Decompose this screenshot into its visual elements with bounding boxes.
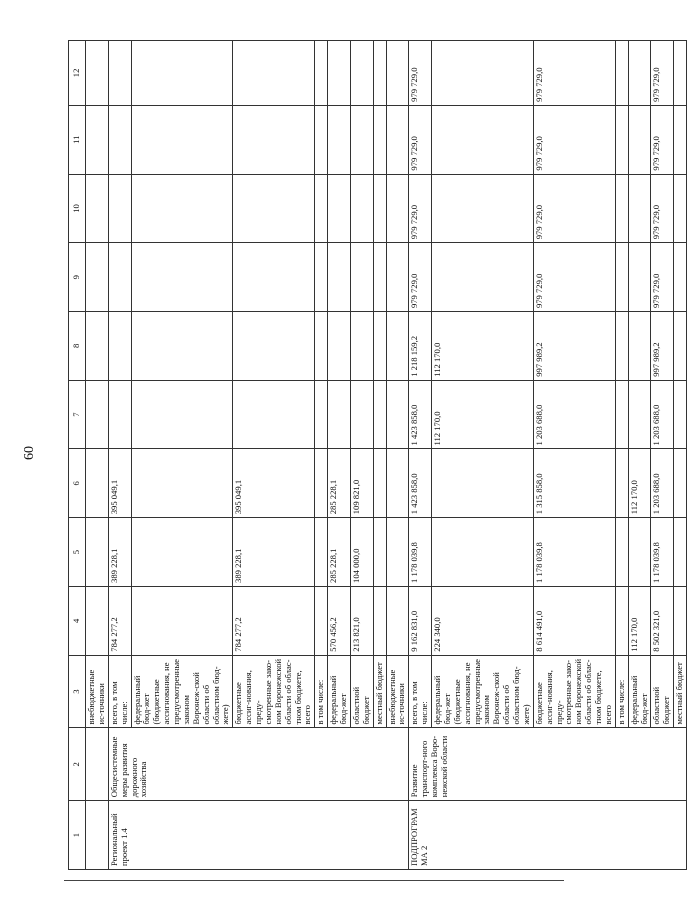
amount-cell xyxy=(373,41,386,106)
amount-cell: 570 456,2 xyxy=(328,586,351,655)
column-number-cell: 11 xyxy=(69,105,86,174)
amount-cell xyxy=(131,518,233,587)
funding-source-cell: всего, в том числе: xyxy=(409,655,432,728)
amount-cell xyxy=(315,105,328,174)
amount-cell: 112 170,0 xyxy=(628,449,651,518)
amount-cell xyxy=(328,41,351,106)
empty-cell xyxy=(86,449,109,518)
amount-cell xyxy=(386,174,409,243)
amount-cell: 784 277,2 xyxy=(233,586,315,655)
amount-cell xyxy=(628,41,651,106)
amount-cell xyxy=(432,449,534,518)
amount-cell xyxy=(615,312,628,381)
amount-cell xyxy=(328,380,351,449)
budget-table xyxy=(68,40,687,870)
column-number-cell: 2 xyxy=(69,728,86,801)
amount-cell xyxy=(386,380,409,449)
amount-cell: 979 729,0 xyxy=(409,105,432,174)
amount-cell xyxy=(615,380,628,449)
amount-cell xyxy=(108,41,131,106)
column-number-cell: 10 xyxy=(69,174,86,243)
empty-cell xyxy=(86,380,109,449)
funding-source-cell: федеральный бюд-жет (бюджетные ассигнования, не предусмотренные законом Воронеж-ской области об областном бюд-жете) xyxy=(432,655,534,728)
amount-cell: 979 729,0 xyxy=(409,41,432,106)
amount-cell: 1 178 039,8 xyxy=(409,518,432,587)
amount-cell xyxy=(386,105,409,174)
amount-cell xyxy=(386,243,409,312)
amount-cell xyxy=(386,41,409,106)
amount-cell xyxy=(315,380,328,449)
amount-cell xyxy=(233,380,315,449)
amount-cell xyxy=(674,174,687,243)
amount-cell xyxy=(350,380,373,449)
table-row xyxy=(108,41,131,870)
amount-cell xyxy=(328,105,351,174)
amount-cell xyxy=(131,449,233,518)
amount-cell xyxy=(373,449,386,518)
amount-cell xyxy=(373,380,386,449)
amount-cell: 389 228,1 xyxy=(108,518,131,587)
amount-cell xyxy=(628,518,651,587)
amount-cell: 112 170,0 xyxy=(432,380,534,449)
amount-cell: 285 228,1 xyxy=(328,518,351,587)
amount-cell xyxy=(373,586,386,655)
amount-cell xyxy=(328,174,351,243)
column-number-cell: 9 xyxy=(69,243,86,312)
funding-source-cell: местный бюджет xyxy=(674,655,687,728)
amount-cell xyxy=(674,380,687,449)
table-body xyxy=(69,41,687,870)
amount-cell xyxy=(674,243,687,312)
amount-cell: 1 315 858,0 xyxy=(533,449,615,518)
column-number-cell: 5 xyxy=(69,518,86,587)
amount-cell: 224 340,0 xyxy=(432,586,534,655)
funding-source-cell: федеральный бюд-жет xyxy=(628,655,651,728)
funding-source-cell: областной бюджет xyxy=(651,655,674,728)
amount-cell xyxy=(432,174,534,243)
empty-cell xyxy=(86,586,109,655)
amount-cell: 997 989,2 xyxy=(651,312,674,381)
amount-cell xyxy=(432,41,534,106)
program-name-cell: Общесистемные меры развития дорожного хозяйства xyxy=(108,728,409,801)
amount-cell xyxy=(315,41,328,106)
amount-cell xyxy=(432,243,534,312)
amount-cell xyxy=(315,312,328,381)
amount-cell xyxy=(131,380,233,449)
empty-cell xyxy=(86,174,109,243)
table-row xyxy=(86,41,109,870)
amount-cell: 979 729,0 xyxy=(409,174,432,243)
amount-cell xyxy=(628,174,651,243)
amount-cell xyxy=(373,518,386,587)
rotated-page-content xyxy=(68,40,685,870)
amount-cell xyxy=(674,312,687,381)
amount-cell xyxy=(386,449,409,518)
funding-source-cell: в том числе: xyxy=(315,655,328,728)
amount-cell: 395 049,1 xyxy=(108,449,131,518)
funding-source-cell: федеральный бюд-жет (бюджетные ассигнования, не предусмотренные законом Воронеж-ской области об областном бюд-жете) xyxy=(131,655,233,728)
amount-cell xyxy=(615,105,628,174)
amount-cell: 1 178 039,8 xyxy=(533,518,615,587)
amount-cell xyxy=(432,105,534,174)
amount-cell xyxy=(432,518,534,587)
amount-cell: 979 729,0 xyxy=(651,41,674,106)
amount-cell xyxy=(131,243,233,312)
funding-source-cell: областной бюджет xyxy=(350,655,373,728)
amount-cell xyxy=(131,312,233,381)
amount-cell xyxy=(315,586,328,655)
funding-source-cell: бюджетные ассиг-нования, преду-смотренные зако-ном Воронежской области об облас-тном бюджете, всего xyxy=(533,655,615,728)
amount-cell xyxy=(328,312,351,381)
amount-cell xyxy=(328,243,351,312)
page-number: 60 xyxy=(22,446,37,460)
empty-cell xyxy=(86,728,109,801)
amount-cell xyxy=(373,174,386,243)
amount-cell xyxy=(615,449,628,518)
empty-cell xyxy=(86,105,109,174)
column-number-cell: 7 xyxy=(69,380,86,449)
amount-cell xyxy=(628,105,651,174)
amount-cell: 1 203 688,0 xyxy=(651,380,674,449)
amount-cell xyxy=(108,174,131,243)
column-number-cell: 6 xyxy=(69,449,86,518)
funding-source-cell: внебюджетные ис-точники xyxy=(86,655,109,728)
amount-cell: 979 729,0 xyxy=(651,105,674,174)
empty-cell xyxy=(86,801,109,870)
amount-cell xyxy=(350,41,373,106)
amount-cell xyxy=(233,105,315,174)
amount-cell xyxy=(131,174,233,243)
status-cell: Региональный проект 1.4 xyxy=(108,801,409,870)
amount-cell: 112 170,0 xyxy=(432,312,534,381)
column-number-cell: 4 xyxy=(69,586,86,655)
amount-cell: 285 228,1 xyxy=(328,449,351,518)
funding-source-cell: бюджетные ассиг-нования, преду-смотренные зако-ном Воронежской области об облас-тном бюджете, всего xyxy=(233,655,315,728)
amount-cell xyxy=(233,243,315,312)
amount-cell xyxy=(615,243,628,312)
column-number-cell: 1 xyxy=(69,801,86,870)
amount-cell: 213 821,0 xyxy=(350,586,373,655)
amount-cell: 979 729,0 xyxy=(651,174,674,243)
status-cell: ПОДПРОГРАММА 2 xyxy=(409,801,687,870)
amount-cell xyxy=(315,449,328,518)
amount-cell xyxy=(628,312,651,381)
amount-cell: 1 423 858,0 xyxy=(409,380,432,449)
amount-cell: 979 729,0 xyxy=(533,174,615,243)
empty-cell xyxy=(86,518,109,587)
amount-cell xyxy=(674,41,687,106)
empty-cell xyxy=(86,312,109,381)
amount-cell: 104 000,0 xyxy=(350,518,373,587)
empty-cell xyxy=(86,41,109,106)
amount-cell: 8 614 491,0 xyxy=(533,586,615,655)
amount-cell xyxy=(315,243,328,312)
amount-cell xyxy=(628,380,651,449)
amount-cell: 1 423 858,0 xyxy=(409,449,432,518)
amount-cell xyxy=(674,105,687,174)
amount-cell xyxy=(108,105,131,174)
table-row xyxy=(409,41,432,870)
amount-cell xyxy=(315,174,328,243)
amount-cell xyxy=(131,105,233,174)
amount-cell xyxy=(615,174,628,243)
amount-cell xyxy=(131,586,233,655)
funding-source-cell: в том числе: xyxy=(615,655,628,728)
amount-cell: 109 821,0 xyxy=(350,449,373,518)
amount-cell xyxy=(350,105,373,174)
amount-cell xyxy=(108,312,131,381)
amount-cell: 112 170,0 xyxy=(628,586,651,655)
amount-cell: 1 218 159,2 xyxy=(409,312,432,381)
amount-cell: 1 203 688,0 xyxy=(533,380,615,449)
amount-cell xyxy=(350,243,373,312)
funding-source-cell: всего, в том числе: xyxy=(108,655,131,728)
program-name-cell: Развитие транспорт-ного комплекса Воро-нежской области xyxy=(409,728,687,801)
funding-source-cell: внебюджетные ис-точники xyxy=(386,655,409,728)
amount-cell: 9 162 831,0 xyxy=(409,586,432,655)
amount-cell: 979 729,0 xyxy=(533,105,615,174)
amount-cell: 979 729,0 xyxy=(651,243,674,312)
amount-cell xyxy=(373,105,386,174)
amount-cell: 1 203 688,0 xyxy=(651,449,674,518)
amount-cell xyxy=(373,312,386,381)
amount-cell xyxy=(108,380,131,449)
funding-source-cell: федеральный бюд-жет xyxy=(328,655,351,728)
amount-cell xyxy=(373,243,386,312)
amount-cell: 395 049,1 xyxy=(233,449,315,518)
column-number-cell: 3 xyxy=(69,655,86,728)
amount-cell xyxy=(628,243,651,312)
amount-cell xyxy=(233,174,315,243)
amount-cell: 1 178 039,8 xyxy=(651,518,674,587)
amount-cell xyxy=(108,243,131,312)
column-number-cell: 8 xyxy=(69,312,86,381)
amount-cell xyxy=(233,41,315,106)
amount-cell xyxy=(674,518,687,587)
amount-cell xyxy=(615,518,628,587)
amount-cell xyxy=(674,586,687,655)
amount-cell: 997 989,2 xyxy=(533,312,615,381)
amount-cell xyxy=(315,518,328,587)
amount-cell: 979 729,0 xyxy=(533,41,615,106)
amount-cell xyxy=(615,586,628,655)
amount-cell: 784 277,2 xyxy=(108,586,131,655)
amount-cell xyxy=(386,518,409,587)
empty-cell xyxy=(86,243,109,312)
funding-source-cell: местный бюджет xyxy=(373,655,386,728)
amount-cell xyxy=(386,312,409,381)
column-number-cell: 12 xyxy=(69,41,86,106)
amount-cell xyxy=(233,312,315,381)
amount-cell: 979 729,0 xyxy=(533,243,615,312)
amount-cell xyxy=(386,586,409,655)
column-number-row xyxy=(69,41,86,870)
amount-cell: 389 228,1 xyxy=(233,518,315,587)
amount-cell xyxy=(674,449,687,518)
amount-cell xyxy=(350,174,373,243)
amount-cell: 979 729,0 xyxy=(409,243,432,312)
amount-cell xyxy=(350,312,373,381)
amount-cell: 8 502 321,0 xyxy=(651,586,674,655)
amount-cell xyxy=(615,41,628,106)
bottom-rule xyxy=(64,880,564,881)
amount-cell xyxy=(131,41,233,106)
